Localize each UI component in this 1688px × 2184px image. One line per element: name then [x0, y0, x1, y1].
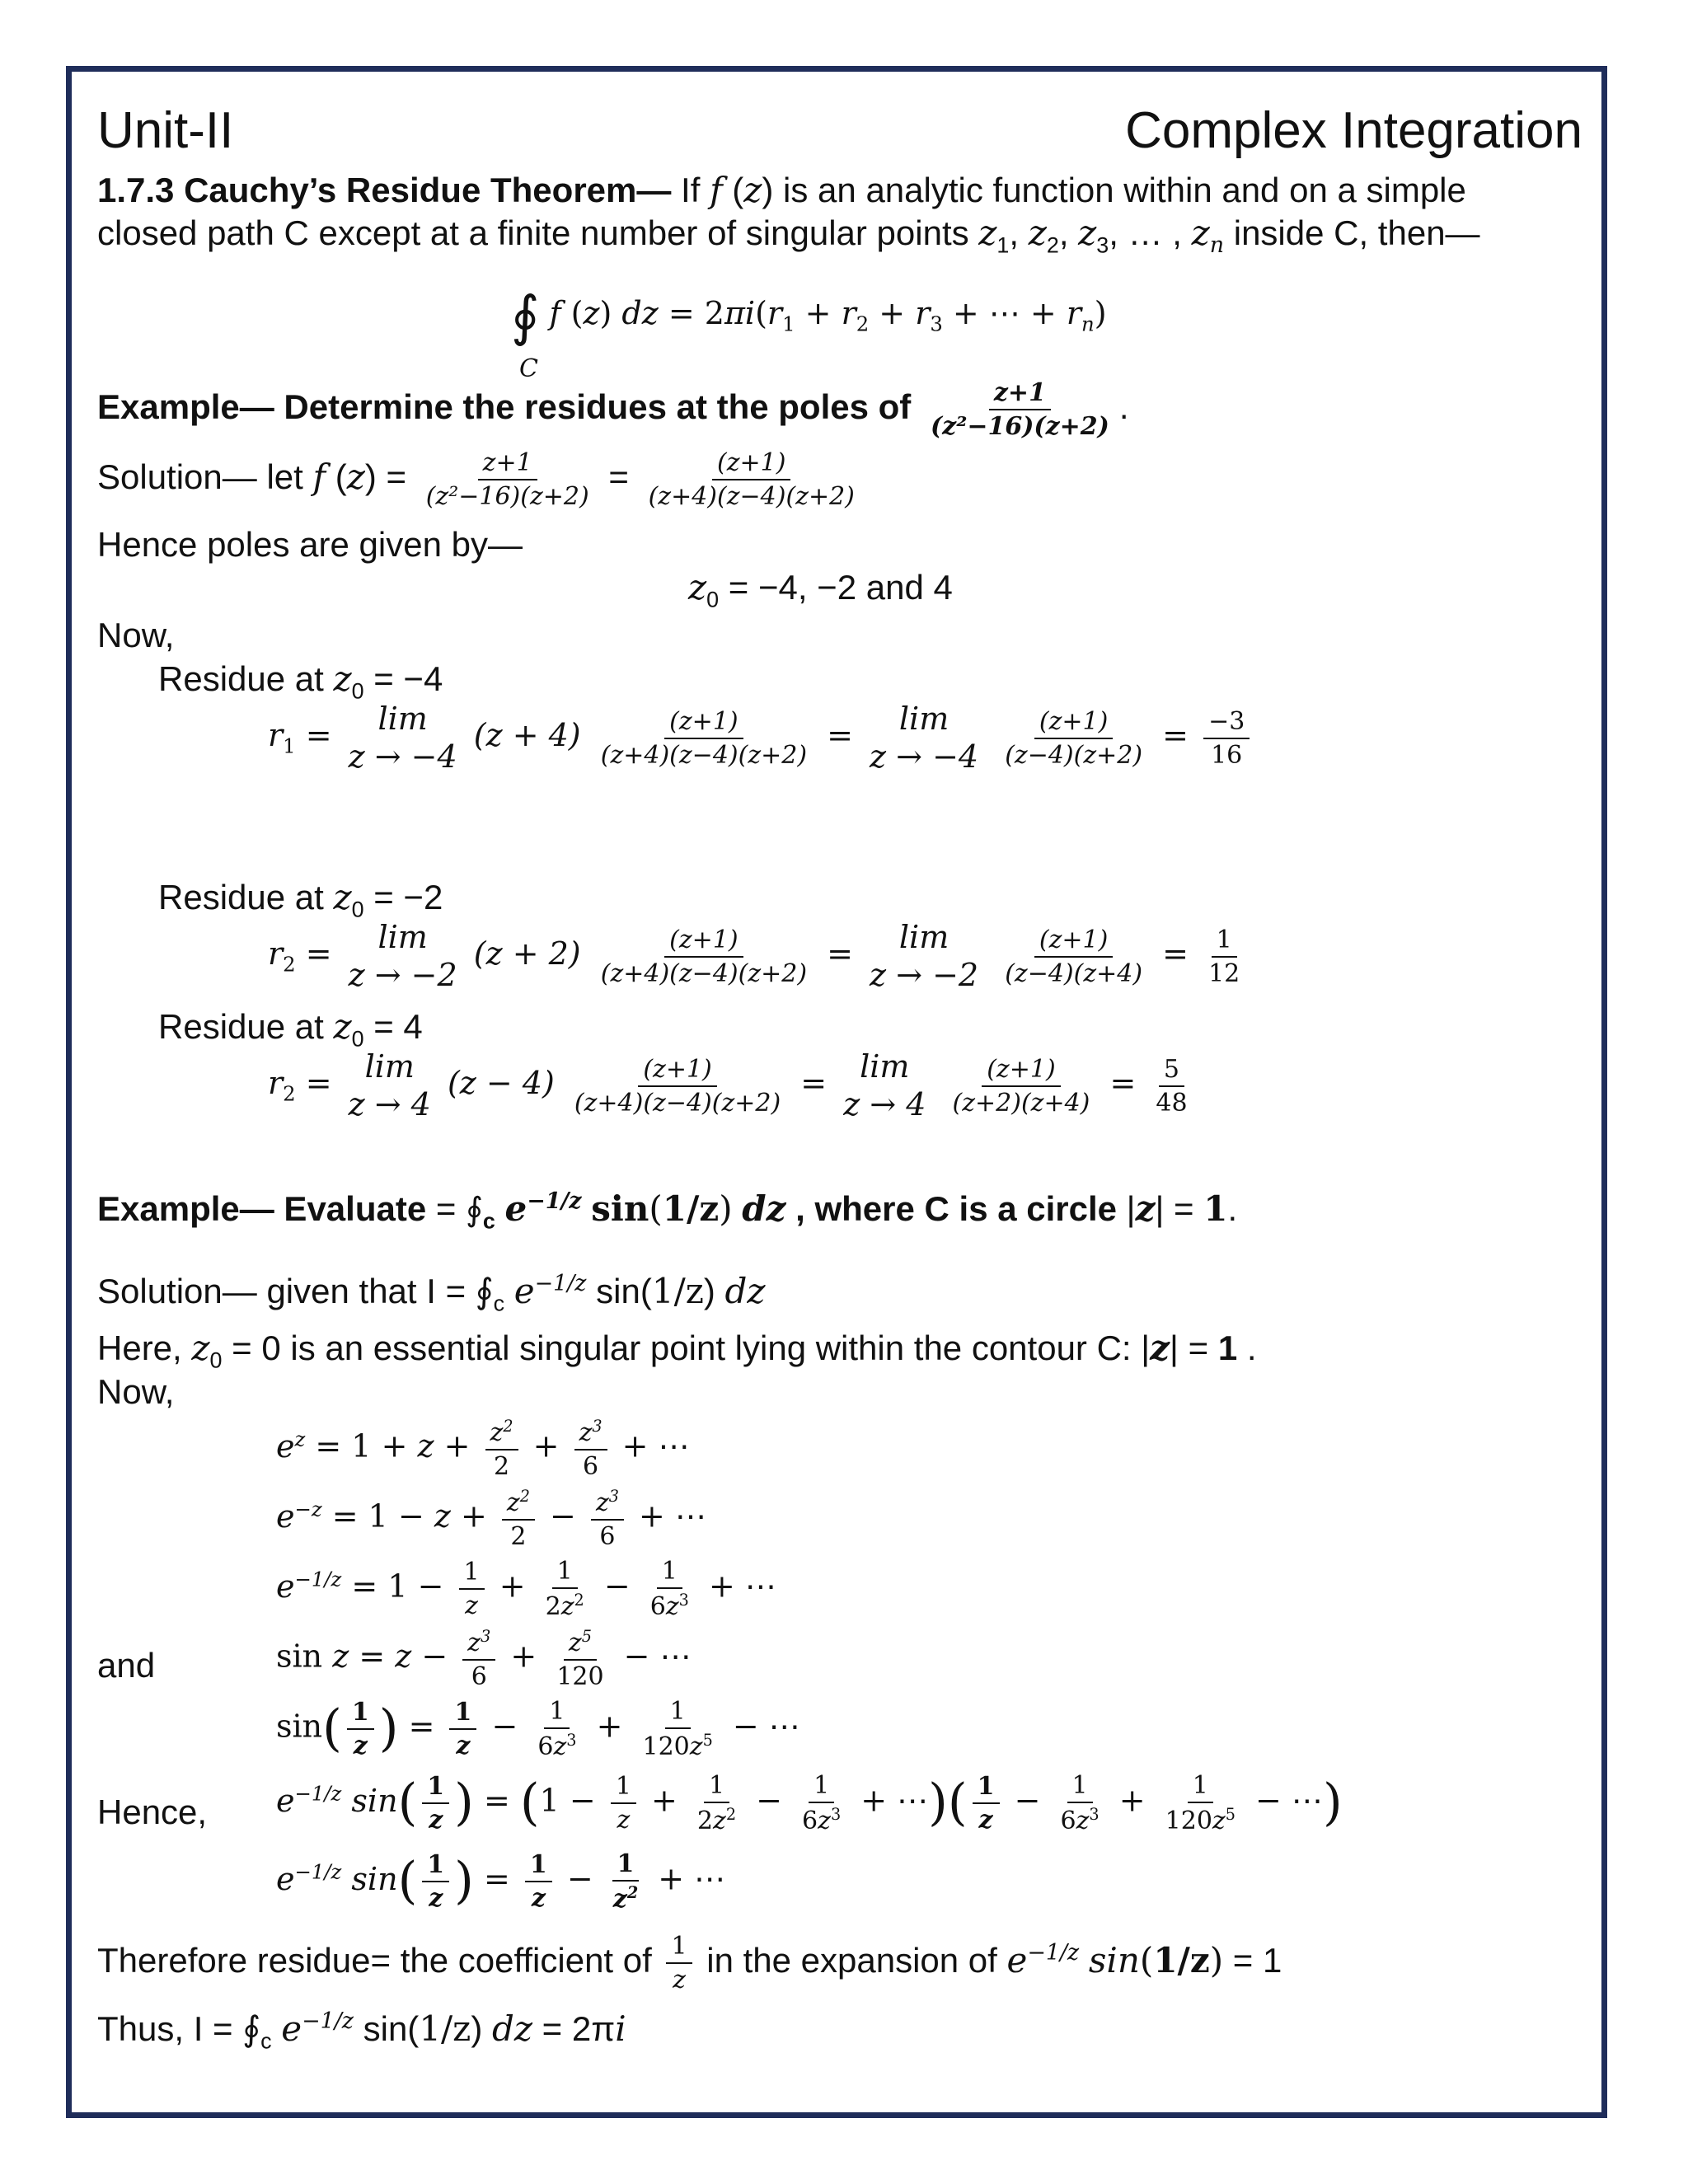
sin-series: sin z = z − $\frac{z^3}{6}$ + $\frac{z^5}{120}$ − ⋯ — [276, 1627, 692, 1691]
poles-values: $z_0 = -4$, −2 and 4 — [688, 567, 953, 612]
fraction — [948, 1056, 1095, 1117]
residue1-label: Residue at $z_0 = -4$ — [158, 658, 443, 704]
now-label-1: Now, — [97, 616, 175, 654]
fraction-numerator: 1 — [1212, 926, 1237, 958]
fraction-denominator: (z+4)(z−4)(z+2) — [600, 958, 808, 988]
fraction-denominator: (z²−16)(z+2) — [425, 482, 589, 511]
residue2-equation: $r_2$ = lim z → −2 (z + 2) $\frac{(z+1)}{(z+4)(z-4)(z+2)}$ = lim z → −2 $\frac{(z+1)}{(z-4)(z+4)}$ = $\frac{1}{12}$ — [268, 919, 1250, 994]
theorem-line-2: closed path C except at a finite number of singular points $z_1$, $z_2$, $z_3$, … , $z_n$ inside C, then— — [97, 213, 1480, 259]
lim-symbol: lim — [377, 919, 428, 955]
residue2-label: Residue at $z_0 = -2$ — [158, 877, 443, 922]
lim-symbol: lim — [364, 1048, 415, 1085]
lim-subscript: z → −4 — [348, 738, 457, 775]
contour-label: C — [519, 354, 538, 383]
residue2-result — [1203, 926, 1245, 987]
fraction-denominator: (z−4)(z+4) — [1005, 958, 1143, 988]
residue3-equation: $r_2$ = lim z → 4 (z − 4) $\frac{(z+1)}{(z+4)(z-4)(z+2)}$ = lim z → 4 $\frac{(z+1)}{(z+2)(z+4)}$ = $\frac{5}{48}$ — [268, 1048, 1198, 1123]
fraction-denominator: 12 — [1208, 958, 1240, 988]
example1-heading-text: Example— Determine the residues at the poles of — [97, 387, 912, 427]
fraction-numerator: (z+1) — [664, 708, 743, 739]
lim-subscript: z → −2 — [348, 956, 457, 993]
fraction-denominator: (z+4)(z−4)(z+2) — [648, 482, 855, 511]
factor: (z + 2) — [473, 935, 581, 972]
residue1-result — [1203, 708, 1250, 769]
example2-heading: Example— Evaluate = $∮_c$ $e^{-1/z}$ sin(1/z) dz , where C is a circle |z| = 1. — [97, 1188, 1238, 1234]
lim-subscript: z → 4 — [843, 1085, 926, 1122]
fraction-denominator: 48 — [1156, 1088, 1188, 1118]
residue3-label: Residue at $z_0 = 4$ — [158, 1006, 423, 1052]
final-result: Thus, $I = ∮_c$ $e^{-1/z}$ sin(1/z) dz = 2πi — [97, 2008, 626, 2054]
factor: (z − 4) — [447, 1065, 555, 1102]
fraction-numerator: z+1 — [478, 449, 537, 480]
fraction — [421, 449, 594, 510]
fraction — [570, 1056, 785, 1117]
fraction-denominator: (z−4)(z+2) — [1005, 740, 1143, 770]
fraction — [1000, 708, 1147, 769]
and-label: and — [97, 1646, 156, 1685]
fraction — [644, 449, 860, 510]
product-result: $e^{-1/z}$ sin( $\frac{1}{z}$ ) = $\frac{1}{z}$ − $\frac{1}{z^2}$ + ⋯ — [276, 1849, 726, 1914]
example2-solution: Solution— given that $I = ∮_c$ $e^{-1/z}$ sin(1/z) dz — [97, 1271, 766, 1316]
fraction-numerator: (z+1) — [638, 1056, 716, 1087]
exp-series: $e^z = 1 + z$ + $\frac{z^2}{2}$ + $\frac{z^3}{6}$ + ⋯ — [276, 1417, 690, 1481]
poles-intro: Hence poles are given by— — [97, 525, 523, 564]
fraction-denominator: (z+4)(z−4)(z+2) — [574, 1088, 781, 1118]
example1-function — [926, 379, 1114, 440]
fraction-denominator: (z+4)(z−4)(z+2) — [600, 740, 808, 770]
singular-point-text: Here, $z_0 = 0$ is an essential singular point lying within the contour C: |z| = 1 . — [97, 1328, 1257, 1373]
fraction — [1000, 926, 1147, 987]
example1-solution: Solution— let f (z) = $\frac{z+1}{\text{(z²−16)(z+2)}}$ = $\frac{(z+1)}{(z+4)(z-4)(z+2)}$ — [97, 449, 865, 510]
theorem-title: 1.7.3 Cauchy’s Residue Theorem— — [97, 171, 672, 209]
chapter-title: Complex Integration — [1125, 102, 1582, 159]
sin-inverse-series: sin( $\frac{1}{z}$ ) = $\frac{1}{z}$ − $\frac{1}{6z^3}$ + $\frac{1}{120z^5}$ − ⋯ — [276, 1697, 800, 1761]
fraction-numerator: (z+1) — [1034, 708, 1113, 739]
residue-conclusion: Therefore residue= the coefficient of $\frac{1}{z}$ in the expansion of $e^{-1/z}$ sin(1/z) = 1 — [97, 1932, 1282, 1994]
theorem-line-1 — [97, 170, 1466, 210]
lim-subscript: z → 4 — [348, 1085, 431, 1122]
residue1-equation: $r_1$ = lim z → −4 (z + 4) $\frac{(z+1)}{(z+4)(z-4)(z+2)}$ = lim z → −4 $\frac{(z+1)}{(z-4)(z+2)}$ = $\frac{-3}{16}$ — [268, 701, 1254, 776]
fraction-numerator: 5 — [1159, 1056, 1184, 1087]
fraction-numerator: (z+1) — [712, 449, 790, 480]
lim-subscript: z → −2 — [870, 956, 979, 993]
fraction-numerator: (z+1) — [1034, 926, 1113, 958]
fraction — [596, 926, 812, 987]
theorem-text-1: If f (z) is an analytic function within and on a simple — [681, 170, 1466, 210]
product-expansion: $e^{-1/z}$ sin( $\frac{1}{z}$ ) = (1 − $\frac{1}{z}$ + $\frac{1}{2z^2}$ − $\frac{1}{6z^3}$ + ⋯)( $\frac{1}{z}$ − $\frac{1}{6z^3}$ + $\frac{1}{120z^5}$ − ⋯) — [276, 1771, 1343, 1835]
fraction-denominator: (z²−16)(z+2) — [930, 412, 1109, 441]
fraction-numerator: z+1 — [989, 379, 1051, 410]
hence-label: Hence, — [97, 1793, 208, 1831]
fraction-numerator: −3 — [1203, 708, 1250, 739]
unit-label: Unit-II — [97, 102, 234, 159]
lim-subscript: z → −4 — [870, 738, 979, 775]
residue-theorem-formula: ∮ f (z) dz = $2\pi i(r_1 + r_2 + r_3$ + ⋯ + $r_n$) — [511, 284, 1107, 348]
fraction-denominator: (z+2)(z+4) — [952, 1088, 1090, 1118]
now-label-2: Now, — [97, 1372, 175, 1411]
lim-symbol: lim — [377, 701, 428, 737]
factor: (z + 4) — [473, 717, 581, 754]
residue3-result — [1151, 1056, 1192, 1117]
exp-inverse-series: $e^{-1/z} = 1$ − $\frac{1}{z}$ + $\frac{1}{2z^2}$ − $\frac{1}{6z^3}$ + ⋯ — [276, 1557, 776, 1621]
fraction-denominator: 16 — [1211, 740, 1243, 770]
example1-heading: Example— Determine the residues at the poles of $\frac{z+1}{\text{(z²−16)(z+2)}}$ . — [97, 378, 1129, 441]
fraction-numerator: (z+1) — [664, 926, 743, 958]
fraction-numerator: (z+1) — [982, 1056, 1060, 1087]
fraction — [596, 708, 812, 769]
exp-neg-series: $e^{-z} = 1 - z$ + $\frac{z^2}{2}$ − $\frac{z^3}{6}$ + ⋯ — [276, 1487, 706, 1551]
